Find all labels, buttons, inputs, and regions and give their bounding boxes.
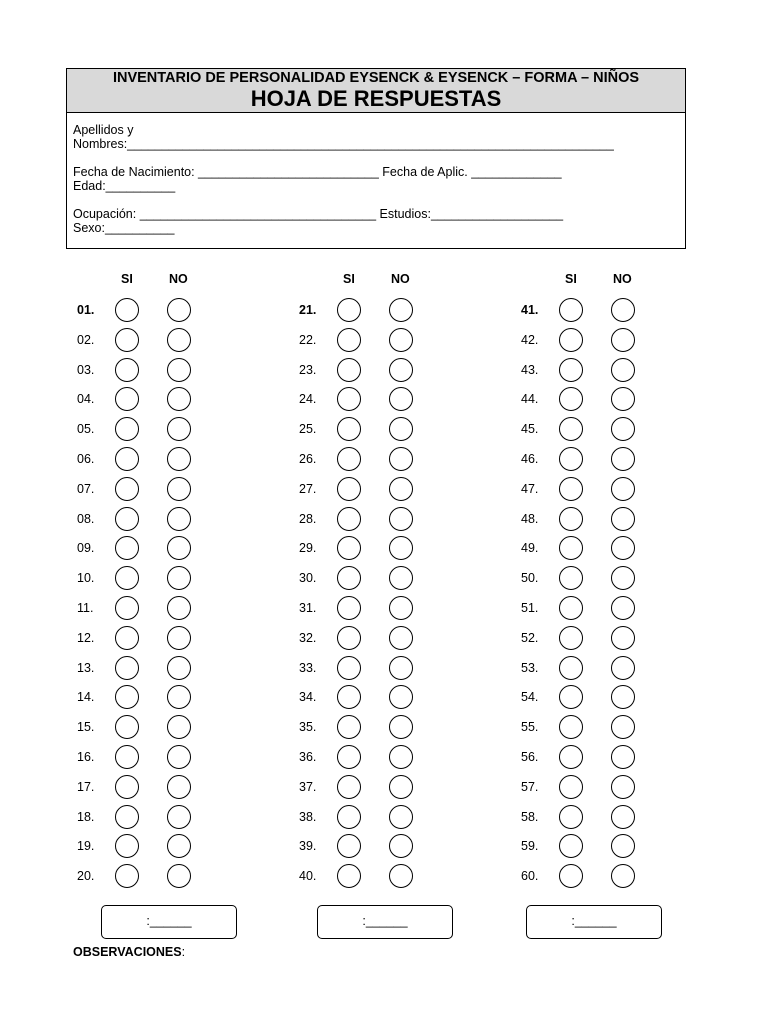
answer-row xyxy=(299,446,499,472)
item-number: 23. xyxy=(299,362,317,377)
no-bubble[interactable] xyxy=(389,387,413,411)
no-bubble[interactable] xyxy=(389,447,413,471)
no-bubble[interactable] xyxy=(611,805,635,829)
item-number: 06. xyxy=(77,452,95,466)
no-bubble[interactable] xyxy=(389,834,413,858)
item-number: 19. xyxy=(77,839,95,854)
answer-row xyxy=(77,863,277,889)
si-bubble[interactable] xyxy=(559,834,583,858)
no-bubble[interactable] xyxy=(389,805,413,829)
no-bubble[interactable] xyxy=(611,685,635,709)
answer-row xyxy=(299,833,499,859)
no-bubble[interactable] xyxy=(167,536,191,560)
si-bubble[interactable] xyxy=(115,447,139,471)
no-bubble[interactable] xyxy=(167,566,191,590)
item-number: 25. xyxy=(299,422,317,437)
no-bubble[interactable] xyxy=(611,298,635,322)
item-number: 09. xyxy=(77,541,95,556)
item-number: 40. xyxy=(299,869,317,884)
item-number: 07. xyxy=(77,481,95,496)
item-number: 04. xyxy=(77,392,95,407)
answer-row xyxy=(521,625,721,651)
no-bubble[interactable] xyxy=(389,298,413,322)
si-bubble[interactable] xyxy=(337,387,361,411)
item-number: 47. xyxy=(521,481,539,496)
si-bubble[interactable] xyxy=(115,596,139,620)
answer-row xyxy=(521,386,721,412)
si-bubble[interactable] xyxy=(559,507,583,531)
nombres-field[interactable]: Nombres:______________________________________________________________________ xyxy=(73,137,614,151)
no-bubble[interactable] xyxy=(389,358,413,382)
answer-row xyxy=(299,744,499,770)
si-bubble[interactable] xyxy=(337,447,361,471)
no-bubble[interactable] xyxy=(389,745,413,769)
item-number: 08. xyxy=(77,511,95,526)
answer-row xyxy=(521,714,721,740)
si-bubble[interactable] xyxy=(115,864,139,888)
no-bubble[interactable] xyxy=(167,387,191,411)
item-number: 26. xyxy=(299,452,317,466)
item-number: 18. xyxy=(77,809,95,824)
item-number: 29. xyxy=(299,541,317,556)
si-bubble[interactable] xyxy=(115,298,139,322)
no-header: NO xyxy=(169,272,188,286)
fecha-field[interactable]: Fecha de Nacimiento: __________________________ Fecha de Aplic. _____________ xyxy=(73,165,562,179)
item-number: 13. xyxy=(77,660,95,675)
no-bubble[interactable] xyxy=(167,775,191,799)
si-bubble[interactable] xyxy=(337,358,361,382)
si-bubble[interactable] xyxy=(337,745,361,769)
observations-label: OBSERVACIONES xyxy=(73,945,182,959)
answer-row xyxy=(77,774,277,800)
item-number: 01. xyxy=(77,303,95,317)
answer-row xyxy=(521,744,721,770)
item-number: 52. xyxy=(521,630,539,645)
no-bubble[interactable] xyxy=(167,596,191,620)
no-bubble[interactable] xyxy=(389,715,413,739)
item-number: 31. xyxy=(299,601,317,615)
no-bubble[interactable] xyxy=(167,507,191,531)
answer-row xyxy=(299,625,499,651)
si-bubble[interactable] xyxy=(115,656,139,680)
si-bubble[interactable] xyxy=(115,536,139,560)
si-bubble[interactable] xyxy=(337,536,361,560)
si-bubble[interactable] xyxy=(337,656,361,680)
item-number: 58. xyxy=(521,809,539,824)
no-bubble[interactable] xyxy=(611,834,635,858)
form-title: INVENTARIO DE PERSONALIDAD EYSENCK & EYSENCK – FORMA – NIÑOS xyxy=(112,70,640,86)
item-number: 11. xyxy=(77,601,94,615)
no-bubble[interactable] xyxy=(389,477,413,501)
answer-row xyxy=(521,595,721,621)
item-number: 59. xyxy=(521,839,539,854)
answer-row xyxy=(77,357,277,383)
answer-row xyxy=(521,357,721,383)
si-header: SI xyxy=(121,272,133,286)
item-number: 28. xyxy=(299,511,317,526)
answer-row xyxy=(299,774,499,800)
item-number: 32. xyxy=(299,630,317,645)
si-bubble[interactable] xyxy=(115,775,139,799)
item-number: 34. xyxy=(299,690,317,705)
answer-row xyxy=(299,714,499,740)
answer-row xyxy=(299,327,499,353)
si-bubble[interactable] xyxy=(337,805,361,829)
item-number: 51. xyxy=(521,601,539,615)
no-bubble[interactable] xyxy=(167,834,191,858)
si-bubble[interactable] xyxy=(337,596,361,620)
item-number: 21. xyxy=(299,303,317,317)
no-bubble[interactable] xyxy=(611,358,635,382)
si-bubble[interactable] xyxy=(115,358,139,382)
item-number: 35. xyxy=(299,720,317,735)
si-bubble[interactable] xyxy=(559,685,583,709)
si-bubble[interactable] xyxy=(337,298,361,322)
si-bubble[interactable] xyxy=(559,566,583,590)
no-bubble[interactable] xyxy=(389,626,413,650)
answer-row xyxy=(77,446,277,472)
item-number: 20. xyxy=(77,869,95,884)
si-bubble[interactable] xyxy=(115,328,139,352)
item-number: 30. xyxy=(299,571,317,586)
no-bubble[interactable] xyxy=(611,864,635,888)
answer-row xyxy=(521,565,721,591)
answer-row xyxy=(299,535,499,561)
si-bubble[interactable] xyxy=(337,507,361,531)
item-number: 05. xyxy=(77,422,95,437)
item-number: 16. xyxy=(77,750,95,764)
si-bubble[interactable] xyxy=(337,775,361,799)
item-number: 48. xyxy=(521,511,539,526)
answer-row xyxy=(521,476,721,502)
answer-row xyxy=(299,804,499,830)
si-bubble[interactable] xyxy=(115,417,139,441)
answer-row xyxy=(299,506,499,532)
item-number: 10. xyxy=(77,571,95,586)
no-bubble[interactable] xyxy=(611,447,635,471)
no-bubble[interactable] xyxy=(389,566,413,590)
si-bubble[interactable] xyxy=(115,834,139,858)
no-bubble[interactable] xyxy=(611,536,635,560)
no-bubble[interactable] xyxy=(167,477,191,501)
si-bubble[interactable] xyxy=(115,715,139,739)
si-bubble[interactable] xyxy=(559,358,583,382)
si-bubble[interactable] xyxy=(115,745,139,769)
no-bubble[interactable] xyxy=(167,447,191,471)
apellidos-label: Apellidos y xyxy=(73,123,134,137)
si-bubble[interactable] xyxy=(337,417,361,441)
item-number: 39. xyxy=(299,839,317,854)
si-bubble[interactable] xyxy=(559,626,583,650)
si-bubble[interactable] xyxy=(337,477,361,501)
ocupacion-field[interactable]: Ocupación: __________________________________ Estudios:___________________ xyxy=(73,207,564,221)
si-bubble[interactable] xyxy=(337,864,361,888)
no-bubble[interactable] xyxy=(611,656,635,680)
si-header: SI xyxy=(343,272,355,286)
answer-row xyxy=(77,595,277,621)
si-bubble[interactable] xyxy=(559,447,583,471)
answer-row xyxy=(77,476,277,502)
item-number: 12. xyxy=(77,630,95,645)
answer-row xyxy=(521,446,721,472)
answer-row xyxy=(77,297,277,323)
answer-row xyxy=(521,416,721,442)
item-number: 53. xyxy=(521,660,539,675)
item-number: 57. xyxy=(521,779,539,794)
item-number: 44. xyxy=(521,392,539,407)
answer-row xyxy=(77,625,277,651)
no-bubble[interactable] xyxy=(167,298,191,322)
no-bubble[interactable] xyxy=(167,656,191,680)
no-bubble[interactable] xyxy=(167,417,191,441)
answer-row xyxy=(521,655,721,681)
item-number: 36. xyxy=(299,750,317,764)
item-number: 42. xyxy=(521,332,539,347)
title-band xyxy=(67,69,685,113)
item-number: 38. xyxy=(299,809,317,824)
answer-row xyxy=(521,833,721,859)
si-bubble[interactable] xyxy=(559,864,583,888)
observations-colon: : xyxy=(181,945,186,959)
item-number: 02. xyxy=(77,332,95,347)
item-number: 46. xyxy=(521,452,539,466)
item-number: 22. xyxy=(299,332,317,347)
sexo-field[interactable]: Sexo:__________ xyxy=(73,221,175,235)
item-number: 49. xyxy=(521,541,539,556)
answer-row xyxy=(521,863,721,889)
no-bubble[interactable] xyxy=(611,745,635,769)
header-box xyxy=(66,68,686,249)
si-bubble[interactable] xyxy=(559,775,583,799)
answer-row xyxy=(77,684,277,710)
no-bubble[interactable] xyxy=(389,417,413,441)
no-bubble[interactable] xyxy=(389,685,413,709)
no-header: NO xyxy=(391,272,410,286)
score-box-1[interactable]: :______ xyxy=(101,905,237,939)
no-bubble[interactable] xyxy=(167,864,191,888)
si-bubble[interactable] xyxy=(559,417,583,441)
no-bubble[interactable] xyxy=(611,507,635,531)
item-number: 55. xyxy=(521,720,539,735)
no-bubble[interactable] xyxy=(389,536,413,560)
answer-row xyxy=(299,297,499,323)
si-header: SI xyxy=(565,272,577,286)
si-bubble[interactable] xyxy=(559,805,583,829)
no-bubble[interactable] xyxy=(389,775,413,799)
answer-row xyxy=(521,297,721,323)
answer-row xyxy=(77,655,277,681)
observations xyxy=(73,945,185,959)
si-bubble[interactable] xyxy=(559,715,583,739)
answer-row xyxy=(299,684,499,710)
no-bubble[interactable] xyxy=(167,715,191,739)
item-number: 41. xyxy=(521,303,539,317)
si-bubble[interactable] xyxy=(337,715,361,739)
no-bubble[interactable] xyxy=(167,328,191,352)
no-header: NO xyxy=(613,272,632,286)
answer-row xyxy=(299,595,499,621)
item-number: 37. xyxy=(299,779,317,794)
no-bubble[interactable] xyxy=(611,596,635,620)
score-box-3[interactable]: :______ xyxy=(526,905,662,939)
item-number: 60. xyxy=(521,869,539,884)
personal-fields xyxy=(67,113,685,235)
si-bubble[interactable] xyxy=(559,387,583,411)
no-bubble[interactable] xyxy=(167,358,191,382)
item-number: 03. xyxy=(77,362,95,377)
answer-row xyxy=(521,804,721,830)
answer-row xyxy=(77,386,277,412)
si-bubble[interactable] xyxy=(115,685,139,709)
item-number: 24. xyxy=(299,392,317,407)
si-bubble[interactable] xyxy=(559,328,583,352)
si-bubble[interactable] xyxy=(337,834,361,858)
item-number: 54. xyxy=(521,690,539,705)
sheet-title: HOJA DE RESPUESTAS xyxy=(250,86,502,111)
answer-row xyxy=(521,535,721,561)
si-bubble[interactable] xyxy=(559,477,583,501)
answer-row xyxy=(77,714,277,740)
answer-row xyxy=(521,506,721,532)
score-box-2[interactable]: :______ xyxy=(317,905,453,939)
edad-field[interactable]: Edad:__________ xyxy=(73,179,176,193)
no-bubble[interactable] xyxy=(611,566,635,590)
no-bubble[interactable] xyxy=(389,328,413,352)
no-bubble[interactable] xyxy=(611,775,635,799)
si-bubble[interactable] xyxy=(115,626,139,650)
no-bubble[interactable] xyxy=(389,656,413,680)
answer-row xyxy=(299,565,499,591)
item-number: 45. xyxy=(521,422,539,437)
item-number: 43. xyxy=(521,362,539,377)
si-bubble[interactable] xyxy=(115,507,139,531)
answer-row xyxy=(77,744,277,770)
si-bubble[interactable] xyxy=(115,566,139,590)
no-bubble[interactable] xyxy=(611,626,635,650)
no-bubble[interactable] xyxy=(167,805,191,829)
si-bubble[interactable] xyxy=(115,477,139,501)
answer-row xyxy=(77,833,277,859)
si-bubble[interactable] xyxy=(115,805,139,829)
no-bubble[interactable] xyxy=(389,507,413,531)
si-bubble[interactable] xyxy=(559,298,583,322)
item-number: 27. xyxy=(299,481,317,496)
answer-row xyxy=(521,327,721,353)
answer-row xyxy=(299,386,499,412)
no-bubble[interactable] xyxy=(167,626,191,650)
answer-row xyxy=(77,416,277,442)
si-bubble[interactable] xyxy=(559,745,583,769)
no-bubble[interactable] xyxy=(611,387,635,411)
item-number: 50. xyxy=(521,571,539,586)
si-bubble[interactable] xyxy=(337,328,361,352)
answer-row xyxy=(77,327,277,353)
answer-row xyxy=(77,535,277,561)
si-bubble[interactable] xyxy=(337,566,361,590)
answer-row xyxy=(77,506,277,532)
no-bubble[interactable] xyxy=(611,417,635,441)
item-number: 17. xyxy=(77,779,95,794)
si-bubble[interactable] xyxy=(559,536,583,560)
item-number: 15. xyxy=(77,720,95,735)
no-bubble[interactable] xyxy=(389,596,413,620)
answer-row xyxy=(299,863,499,889)
item-number: 14. xyxy=(77,690,95,705)
no-bubble[interactable] xyxy=(389,864,413,888)
si-bubble[interactable] xyxy=(337,685,361,709)
si-bubble[interactable] xyxy=(559,596,583,620)
answer-row xyxy=(299,416,499,442)
answer-row xyxy=(299,357,499,383)
answer-row xyxy=(521,684,721,710)
answer-row xyxy=(521,774,721,800)
answer-row xyxy=(299,655,499,681)
no-bubble[interactable] xyxy=(611,477,635,501)
item-number: 56. xyxy=(521,750,539,764)
si-bubble[interactable] xyxy=(559,656,583,680)
no-bubble[interactable] xyxy=(611,328,635,352)
no-bubble[interactable] xyxy=(167,685,191,709)
no-bubble[interactable] xyxy=(611,715,635,739)
item-number: 33. xyxy=(299,660,317,675)
si-bubble[interactable] xyxy=(115,387,139,411)
answer-row xyxy=(77,565,277,591)
answer-row xyxy=(77,804,277,830)
no-bubble[interactable] xyxy=(167,745,191,769)
answer-row xyxy=(299,476,499,502)
si-bubble[interactable] xyxy=(337,626,361,650)
